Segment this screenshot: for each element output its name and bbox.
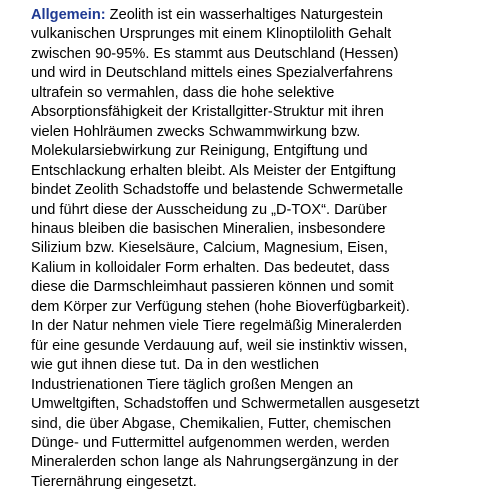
text-line-14: Kalium in kolloidaler Form erhalten. Das bedeutet, dass — [31, 259, 390, 276]
text-line-1-content: Zeolith ist ein wasserhaltiges Naturgestein — [105, 7, 384, 23]
text-line-8: Molekularsiebwirkung zur Reinigung, Entgiftung und — [31, 143, 368, 160]
text-line-20: Industrienationen Tiere täglich großen Mengen an — [31, 376, 354, 393]
body-paragraph — [31, 6, 492, 492]
text-line-24: Mineralerden schon lange als Nahrungsergänzung in der — [31, 454, 399, 471]
text-line-7: vielen Hohlräumen zwecks Schwammwirkung bzw. — [31, 123, 361, 140]
text-line-11: und führt diese der Ausscheidung zu „D-TOX“. Darüber — [31, 201, 387, 218]
text-line-1 — [31, 6, 492, 25]
text-line-15: diese die Darmschleimhaut passieren können und somit — [31, 279, 394, 296]
text-line-3: zwischen 90-95%. Es stammt aus Deutschland (Hessen) — [31, 45, 399, 62]
text-line-9: Entschlackung erhalten bleibt. Als Meister der Entgiftung — [31, 162, 397, 179]
text-line-2: vulkanischen Ursprunges mit einem Klinoptilolith Gehalt — [31, 26, 392, 43]
text-line-5: ultrafein so vermahlen, dass die hohe selektive — [31, 84, 335, 101]
text-line-21: Umweltgiften, Schadstoffen und Schwermetallen ausgesetzt — [31, 396, 420, 413]
text-line-22: sind, die über Abgase, Chemikalien, Futter, chemischen — [31, 415, 392, 432]
text-line-19: wie gut ihnen diese tut. Da in den westlichen — [31, 357, 319, 374]
text-line-13: Silizium bzw. Kieselsäure, Calcium, Magnesium, Eisen, — [31, 240, 388, 257]
text-line-23: Dünge- und Futtermittel aufgenommen werden, werden — [31, 434, 390, 451]
text-line-6: Absorptionsfähigkeit der Kristallgitter-Struktur mit ihren — [31, 104, 384, 121]
text-line-17: In der Natur nehmen viele Tiere regelmäßig Mineralerden — [31, 318, 402, 335]
text-line-16: dem Körper zur Verfügung stehen (hohe Bioverfügbarkeit). — [31, 298, 410, 315]
text-line-18: für eine gesunde Verdauung auf, weil sie instinktiv wissen, — [31, 337, 408, 354]
text-line-25: Tierernährung eingesetzt. — [31, 473, 197, 490]
text-line-10: bindet Zeolith Schadstoffe und belastende Schwermetalle — [31, 182, 404, 199]
section-heading: Allgemein: — [31, 7, 106, 23]
text-line-12: hinaus bleiben die basischen Mineralien, insbesondere — [31, 220, 386, 237]
text-line-4: und wird in Deutschland mittels eines Spezialverfahrens — [31, 65, 393, 82]
